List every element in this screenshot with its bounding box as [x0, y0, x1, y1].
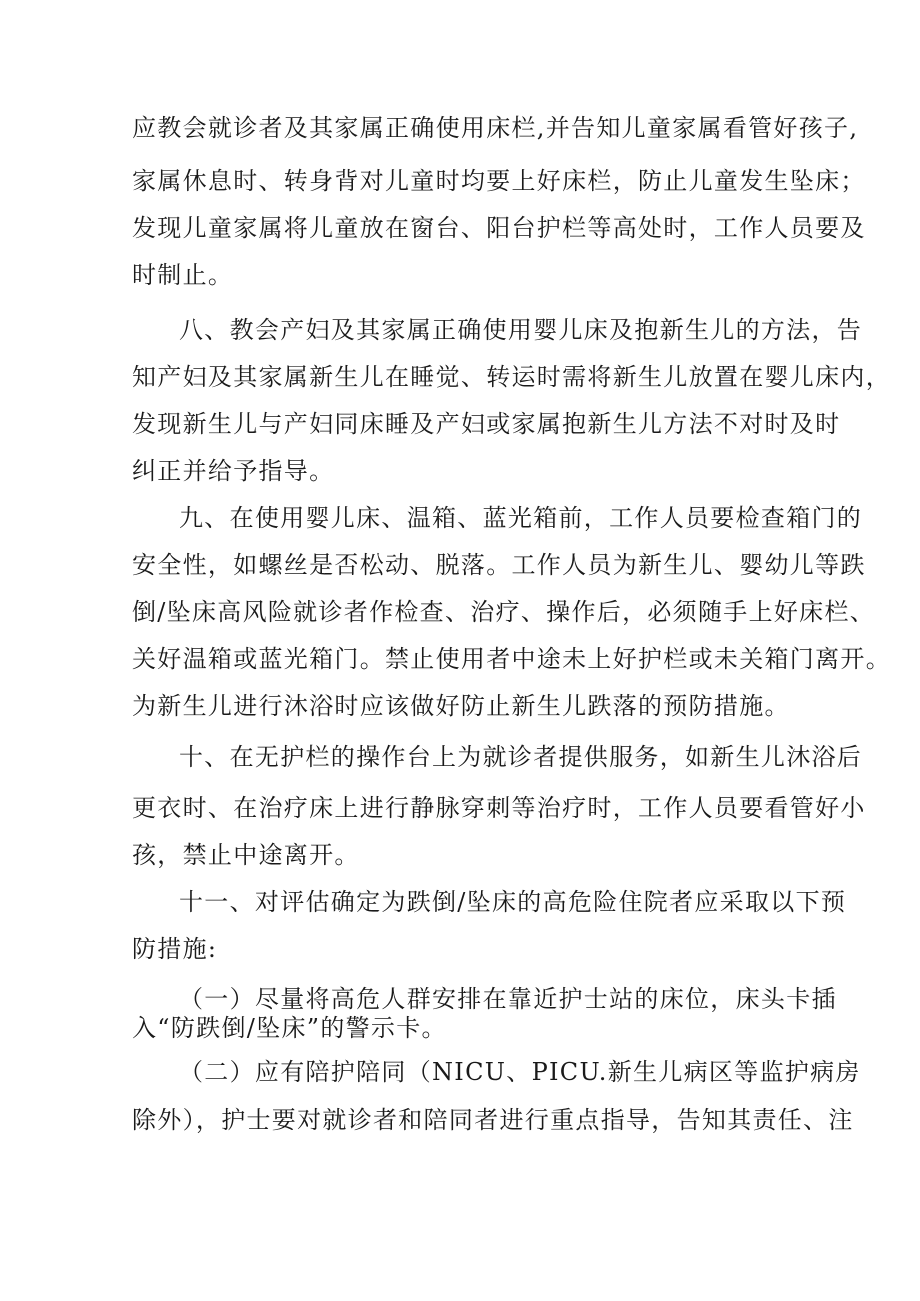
text-line: 九、在使用婴儿床、温箱、蓝光箱前，工作人员要检查箱门的 [179, 504, 863, 532]
text-line: 除外），护士要对就诊者和陪同者进行重点指导，告知其责任、注 [132, 1106, 854, 1134]
text-line: 十、在无护栏的操作台上为就诊者提供服务，如新生儿沐浴后 [179, 743, 863, 771]
text-line: 更衣时、在治疗床上进行静脉穿刺等治疗时，工作人员要看管好小 [132, 794, 866, 822]
text-line: 关好温箱或蓝光箱门。禁止使用者中途未上好护栏或未关箱门离开。 [132, 645, 891, 673]
text-line: 知产妇及其家属新生儿在睡觉、转运时需将新生儿放置在婴儿床内， [132, 363, 891, 391]
text-line: 为新生儿进行沐浴时应该做好防止新生儿跌落的预防措施。 [132, 692, 790, 720]
text-line: 应教会就诊者及其家属正确使用床栏,并告知儿童家属看管好孩子, [132, 114, 859, 142]
text-line: 时制止。 [132, 261, 234, 289]
text-line: 安全性，如螺丝是否松动、脱落。工作人员为新生儿、婴幼儿等跌 [132, 551, 866, 579]
text-line: 发现儿童家属将儿童放在窗台、阳台护栏等高处时，工作人员要及 [132, 214, 866, 242]
text-line: 孩，禁止中途离开。 [132, 841, 360, 869]
text-line: 十一、对评估确定为跌倒/坠床的高危险住院者应采取以下预 [179, 888, 847, 916]
text-line: （一）尽量将高危人群安排在靠近护士站的床位，床头卡插 [179, 985, 837, 1013]
text-line: 八、教会产妇及其家属正确使用婴儿床及抱新生儿的方法，告 [179, 316, 863, 344]
text-line: 发现新生儿与产妇同床睡及产妇或家属抱新生儿方法不对时及时 [132, 410, 841, 438]
text-line: 纠正并给予指导。 [132, 457, 335, 485]
text-line: 家属休息时、转身背对儿童时均要上好床栏，防止儿童发生坠床； [132, 167, 866, 195]
text-line: 倒/坠床高风险就诊者作检查、治疗、操作后，必须随手上好床栏、 [132, 598, 876, 626]
text-line: 防措施: [132, 935, 218, 963]
text-line: 入“防跌倒/坠床”的警示卡。 [132, 1014, 447, 1042]
text-line: （二）应有陪护陪同（NICU、PICU.新生儿病区等监护病房 [179, 1058, 861, 1086]
